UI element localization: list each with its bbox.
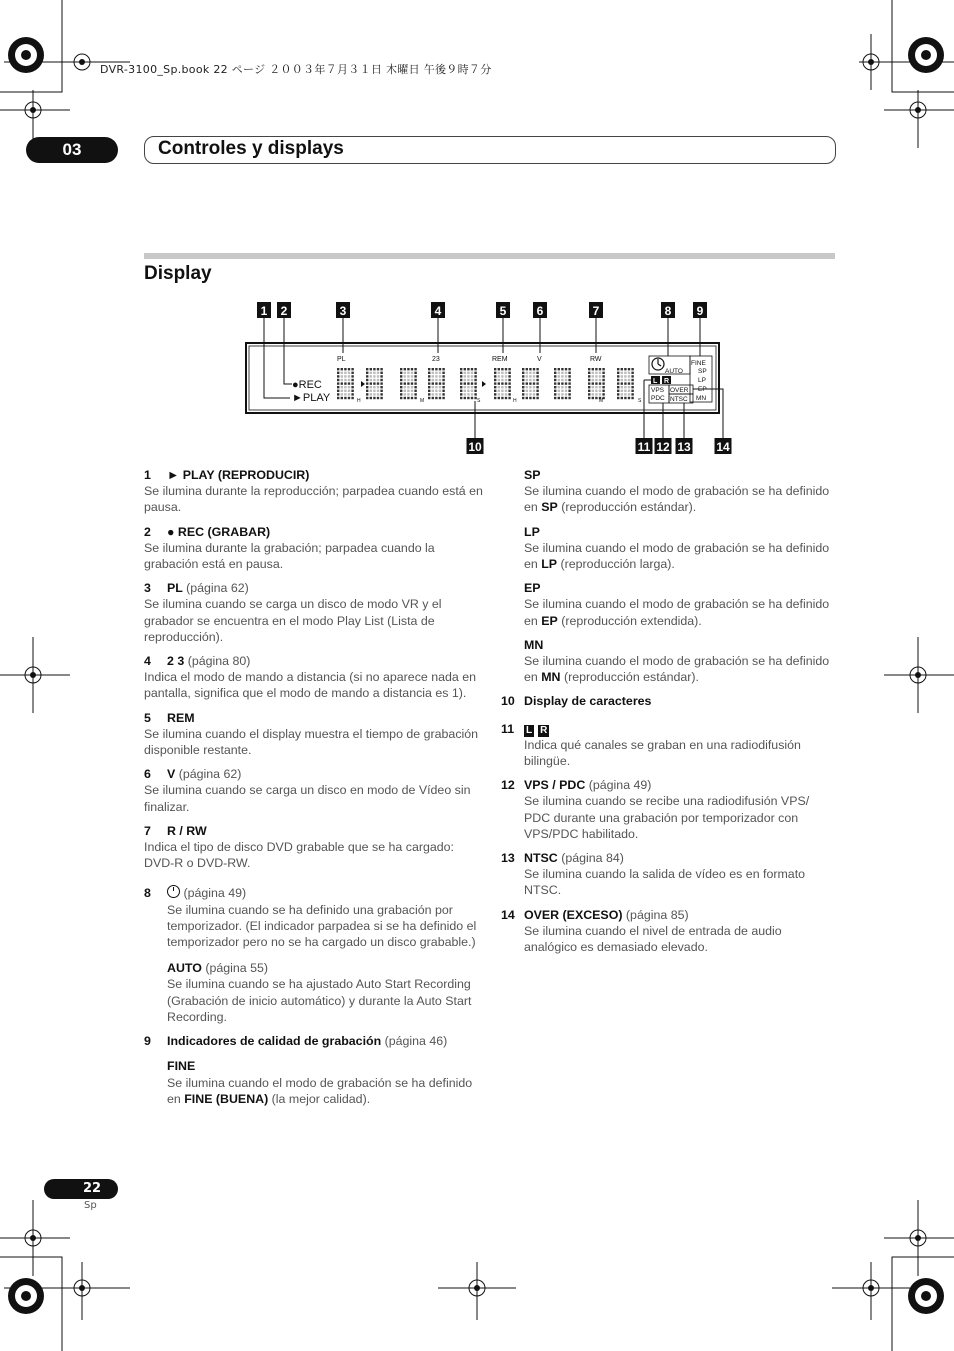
item-text: Se ilumina cuando el modo de grabación se ha definido en SP (reproducción estándar). bbox=[524, 484, 830, 515]
callout-11: 11 bbox=[637, 440, 651, 454]
item-text: Se ilumina cuando el nivel de entrada de audio analógico es demasiado elevado. bbox=[524, 923, 782, 955]
callout-12: 12 bbox=[656, 440, 670, 454]
chapter-number: 03 bbox=[62, 140, 82, 159]
lcd-vps: VPS bbox=[651, 387, 665, 394]
item-8-auto bbox=[144, 960, 484, 1025]
item-title: 2 3 bbox=[167, 654, 185, 669]
item-title: AUTO bbox=[167, 961, 202, 976]
page-ref: (página 85) bbox=[625, 907, 689, 922]
front-panel-display-diagram bbox=[240, 298, 740, 460]
item-10: 10 Display de caracteres bbox=[501, 694, 652, 709]
item-text: Se ilumina cuando el modo de grabación se ha definido en MN (reproducción estándar). bbox=[524, 654, 830, 685]
chapter-title: Controles y displays bbox=[158, 138, 344, 159]
page-ref: (página 49) bbox=[183, 886, 247, 901]
item-7: 7 R / RW Indica el tipo de disco DVD grabable que se ha cargado: DVD-R o DVD-RW. bbox=[144, 823, 484, 872]
item-title: ► PLAY (REPRODUCIR) bbox=[167, 468, 310, 482]
lcd-lp: LP bbox=[698, 377, 706, 384]
callout-1: 1 bbox=[260, 304, 268, 318]
item-title: OVER (EXCESO) bbox=[524, 907, 623, 922]
item-13: 13 NTSC (página 84) Se ilumina cuando la salida de vídeo es en formato NTSC. bbox=[501, 850, 836, 899]
lcd-s1: S bbox=[477, 398, 481, 404]
item-text: Indica qué canales se graban en una radiodifusión bilingüe. bbox=[524, 737, 801, 769]
item-text: Se ilumina cuando el modo de grabación se ha definido en EP (reproducción extendida). bbox=[524, 597, 830, 628]
item-title: Indicadores de calidad de grabación bbox=[167, 1034, 382, 1049]
item-title: PL bbox=[167, 581, 183, 596]
item-text: Se ilumina cuando el modo de grabación se ha definido en FINE (BUENA) (la mejor calidad). bbox=[167, 1075, 473, 1106]
timer-icon bbox=[167, 885, 180, 898]
character-cell bbox=[494, 368, 511, 399]
section-divider bbox=[144, 253, 835, 259]
l-badge: L bbox=[526, 724, 533, 736]
character-cell bbox=[522, 368, 539, 399]
page-ref: (página 62) bbox=[178, 767, 242, 782]
lcd-h1: H bbox=[357, 398, 361, 404]
item-fine bbox=[144, 1058, 484, 1107]
lcd-r: R bbox=[664, 378, 670, 385]
timer-icon bbox=[652, 358, 664, 370]
item-title: FINE bbox=[167, 1059, 196, 1074]
item-14: 14 OVER (EXCESO) (página 85) Se ilumina cuando el nivel de entrada de audio analógico es demasiado elevado. bbox=[501, 907, 836, 956]
page-ref: (página 80) bbox=[187, 654, 251, 669]
character-cell bbox=[428, 368, 445, 399]
item-1: 1 ► PLAY (REPRODUCIR) Se ilumina durante la reproducción; parpadea cuando está en pausa. bbox=[144, 468, 483, 515]
item-ep bbox=[501, 580, 836, 629]
item-12: 12 VPS / PDC (página 49) Se ilumina cuando se recibe una radiodifusión VPS/ PDC durante una grabación por temporizador con VPS/PDC habilitado. bbox=[501, 777, 836, 842]
left-column bbox=[144, 467, 484, 1115]
callout-7: 7 bbox=[592, 304, 600, 318]
character-cell bbox=[554, 368, 571, 399]
lcd-m2: M bbox=[599, 398, 604, 404]
lcd-l: L bbox=[653, 378, 658, 385]
lcd-v: V bbox=[537, 356, 542, 363]
item-3: 3 PL (página 62) Se ilumina cuando se carga un disco de modo VR y el grabador se encuentra en el modo Play List (Lista de reproducción). bbox=[144, 580, 484, 645]
item-title: Display de caracteres bbox=[524, 694, 652, 709]
item-text: Se ilumina cuando se recibe una radiodifusión VPS/ PDC durante una grabación por temporizador con VPS/PDC habilitado. bbox=[524, 794, 810, 841]
item-4: 4 2 3 (página 80) Indica el modo de mando a distancia (si no aparece nada en pantalla, significa que el modo de mando a distancia es 1). bbox=[144, 653, 484, 702]
lcd-fine: FINE bbox=[691, 360, 706, 367]
book-file-header: DVR-3100_Sp.book 22 ページ ２００３年７月３１日 木曜日 午後９時７分 bbox=[100, 63, 492, 76]
lcd-play: ►PLAY bbox=[292, 392, 331, 404]
page-ref: (página 49) bbox=[588, 778, 652, 793]
character-cell bbox=[366, 368, 383, 399]
callout-2: 2 bbox=[280, 304, 288, 318]
item-text: Se ilumina cuando el display muestra el tiempo de grabación disponible restante. bbox=[144, 726, 479, 758]
page-ref: (página 46) bbox=[384, 1034, 448, 1049]
lcd-m1: M bbox=[420, 398, 425, 404]
item-text: Se ilumina durante la reproducción; parpadea cuando está en pausa. bbox=[144, 484, 483, 515]
item-title: REM bbox=[167, 710, 195, 725]
callout-6: 6 bbox=[536, 304, 544, 318]
lcd-pl: PL bbox=[337, 356, 346, 363]
lcd-h2: H bbox=[513, 398, 517, 404]
character-cell bbox=[460, 368, 477, 399]
callout-13: 13 bbox=[677, 440, 691, 454]
lcd-ntsc: NTSC bbox=[670, 396, 688, 403]
item-text: Indica el tipo de disco DVD grabable que se ha cargado: DVD-R o DVD-RW. bbox=[144, 840, 454, 871]
item-6: 6 V (página 62) Se ilumina cuando se carga un disco en modo de Vídeo sin finalizar. bbox=[144, 766, 484, 815]
lcd-ep: EP bbox=[698, 386, 707, 393]
character-cell bbox=[588, 368, 605, 399]
section-title: Display bbox=[144, 263, 212, 284]
callout-4: 4 bbox=[434, 304, 442, 318]
item-11: 11 L R Indica qué canales se graban en una radiodifusión bilingüe. bbox=[501, 721, 836, 770]
item-title: R / RW bbox=[167, 823, 207, 838]
item-lp bbox=[501, 524, 836, 573]
lcd-23: 23 bbox=[432, 356, 440, 363]
lcd-pdc: PDC bbox=[651, 395, 665, 402]
callout-5: 5 bbox=[499, 304, 507, 318]
r-badge: R bbox=[540, 724, 548, 736]
character-cell bbox=[617, 368, 634, 399]
item-text: Se ilumina cuando se carga un disco de modo VR y el grabador se encuentra en el modo Play List (Lista de reproducción). bbox=[144, 597, 442, 644]
callout-3: 3 bbox=[339, 304, 347, 318]
item-mn bbox=[501, 637, 836, 686]
callout-8: 8 bbox=[664, 304, 672, 318]
page-ref: (página 55) bbox=[205, 961, 269, 976]
item-9: 9 Indicadores de calidad de grabación (página 46) bbox=[144, 1034, 448, 1049]
lcd-auto: AUTO bbox=[665, 368, 683, 375]
character-cell bbox=[400, 368, 417, 399]
item-title: LP bbox=[524, 524, 540, 539]
item-2: 2 ● REC (GRABAR) Se ilumina durante la grabación; parpadea cuando la grabación está en pausa. bbox=[144, 524, 484, 573]
page-number: 22 bbox=[82, 1181, 102, 1196]
item-5: 5 REM Se ilumina cuando el display muestra el tiempo de grabación disponible restante. bbox=[144, 710, 484, 759]
callout-9: 9 bbox=[696, 304, 704, 318]
item-title: SP bbox=[524, 468, 541, 482]
item-title: VPS / PDC bbox=[524, 778, 586, 793]
right-column bbox=[501, 467, 836, 963]
page-ref: (página 84) bbox=[561, 851, 624, 866]
item-sp bbox=[501, 467, 836, 516]
callout-numbers bbox=[257, 302, 732, 454]
item-title: NTSC bbox=[524, 851, 558, 866]
item-title: EP bbox=[524, 581, 541, 596]
item-text: Se ilumina durante la grabación; parpadea cuando la grabación está en pausa. bbox=[144, 540, 435, 572]
lcd-rw: RW bbox=[590, 356, 602, 363]
item-text: Indica el modo de mando a distancia (si no aparece nada en pantalla, significa que el modo de mando a distancia es 1). bbox=[144, 670, 477, 701]
callout-10: 10 bbox=[468, 440, 482, 454]
lcd-s2: S bbox=[638, 398, 642, 404]
page-ref: (página 62) bbox=[186, 581, 249, 596]
item-text: Se ilumina cuando la salida de vídeo es en formato NTSC. bbox=[524, 867, 806, 898]
lcd-mn: MN bbox=[696, 395, 707, 402]
lcd-over: OVER bbox=[670, 387, 689, 394]
item-text: Se ilumina cuando el modo de grabación se ha definido en LP (reproducción larga). bbox=[524, 540, 830, 572]
character-cell bbox=[337, 368, 354, 399]
item-title: V bbox=[167, 767, 176, 782]
item-text: Se ilumina cuando se carga un disco en modo de Vídeo sin finalizar. bbox=[144, 783, 471, 814]
item-title: MN bbox=[524, 637, 544, 652]
item-text: Se ilumina cuando se ha definido una grabación por temporizador. (El indicador parpadea si se ha definido el temporizador pero no se ha cargado un disco grabable.) bbox=[167, 902, 477, 950]
lcd-sp: SP bbox=[698, 368, 707, 375]
page-language: Sp bbox=[84, 1200, 97, 1211]
item-8: 8 (página 49) Se ilumina cuando se ha definido una grabación por temporizador. (El indicador parpadea si se ha definido el temporizador pero no se ha cargado un disco grabable.) bbox=[144, 885, 484, 950]
item-title: ● REC (GRABAR) bbox=[167, 524, 271, 539]
lcd-rec: ●REC bbox=[292, 379, 322, 391]
item-text: Se ilumina cuando se ha ajustado Auto Start Recording (Grabación de inicio automático) y durante la Auto Start Recording. bbox=[167, 977, 472, 1024]
callout-14: 14 bbox=[716, 440, 730, 454]
lcd-rem: REM bbox=[492, 356, 508, 363]
